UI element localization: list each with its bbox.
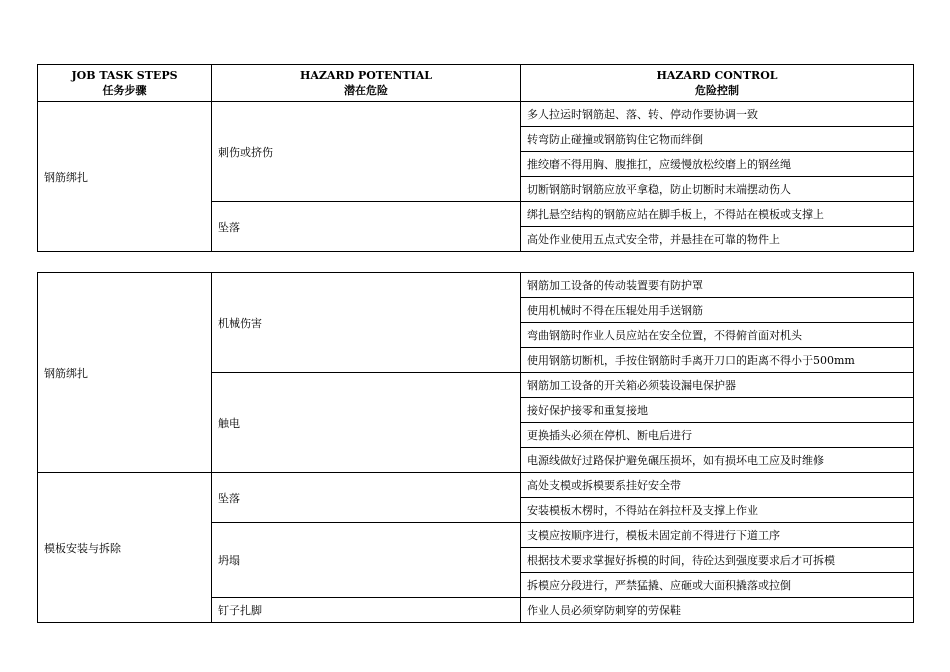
control-cell: 电源线做好过路保护避免碾压损坏，如有损坏电工应及时维修	[521, 448, 914, 473]
control-cell: 安装模板木楞时，不得站在斜拉杆及支撑上作业	[521, 498, 914, 523]
control-cell: 多人拉运时钢筋起、落、转、停动作要协调一致	[521, 102, 914, 127]
header-steps-en: JOB TASK STEPS	[71, 69, 178, 82]
header-control-zh: 危险控制	[695, 84, 739, 97]
control-cell: 支模应按顺序进行，模板未固定前不得进行下道工序	[521, 523, 914, 548]
header-hazard-control	[521, 65, 914, 102]
control-cell: 切断钢筋时钢筋应放平拿稳，防止切断时末端摆动伤人	[521, 177, 914, 202]
control-cell: 推绞磨不得用胸、腹推扛，应缓慢放松绞磨上的钢丝绳	[521, 152, 914, 177]
header-control-en: HAZARD CONTROL	[656, 69, 778, 82]
header-row	[38, 65, 914, 102]
control-cell: 拆模应分段进行，严禁猛撬、应砸或大面积撬落或拉倒	[521, 573, 914, 598]
control-cell: 根据技术要求掌握好拆模的时间，待砼达到强度要求后才可拆模	[521, 548, 914, 573]
control-cell: 绑扎悬空结构的钢筋应站在脚手板上，不得站在模板或支撑上	[521, 202, 914, 227]
header-hazard-potential	[212, 65, 521, 102]
table-row	[38, 473, 914, 498]
hazard-cell: 坠落	[212, 202, 521, 252]
hazard-cell: 触电	[212, 373, 521, 473]
control-cell: 高处作业使用五点式安全带，并悬挂在可靠的物件上	[521, 227, 914, 252]
control-cell: 钢筋加工设备的开关箱必须装设漏电保护器	[521, 373, 914, 398]
header-hazard-en: HAZARD POTENTIAL	[299, 69, 433, 82]
hazard-cell: 机械伤害	[212, 273, 521, 373]
table-row	[38, 102, 914, 127]
header-steps-zh: 任务步骤	[102, 84, 147, 97]
hazard-cell: 坠落	[212, 473, 521, 523]
control-cell: 高处支模或拆模要系挂好安全带	[521, 473, 914, 498]
control-cell: 使用钢筋切断机，手按住钢筋时手离开刀口的距离不得小于500mm	[521, 348, 914, 373]
header-job-task-steps	[38, 65, 212, 102]
task-step-cell: 模板安装与拆除	[38, 473, 212, 623]
hazard-cell: 刺伤或挤伤	[212, 102, 521, 202]
control-cell: 更换插头必须在停机、断电后进行	[521, 423, 914, 448]
control-cell: 接好保护接零和重复接地	[521, 398, 914, 423]
hazard-cell: 钉子扎脚	[212, 598, 521, 623]
control-cell: 弯曲钢筋时作业人员应站在安全位置，不得俯首面对机头	[521, 323, 914, 348]
control-cell: 转弯防止碰撞或钢筋钩住它物而绊倒	[521, 127, 914, 152]
header-hazard-zh: 潜在危险	[344, 84, 388, 97]
task-step-cell: 钢筋绑扎	[38, 273, 212, 473]
hazard-table-1	[37, 64, 914, 252]
control-cell: 钢筋加工设备的传动装置要有防护罩	[521, 273, 914, 298]
task-step-cell: 钢筋绑扎	[38, 102, 212, 252]
hazard-table-2	[37, 272, 914, 623]
table-row	[38, 273, 914, 298]
control-cell: 作业人员必须穿防刺穿的劳保鞋	[521, 598, 914, 623]
hazard-cell: 坍塌	[212, 523, 521, 598]
control-cell: 使用机械时不得在压辊处用手送钢筋	[521, 298, 914, 323]
